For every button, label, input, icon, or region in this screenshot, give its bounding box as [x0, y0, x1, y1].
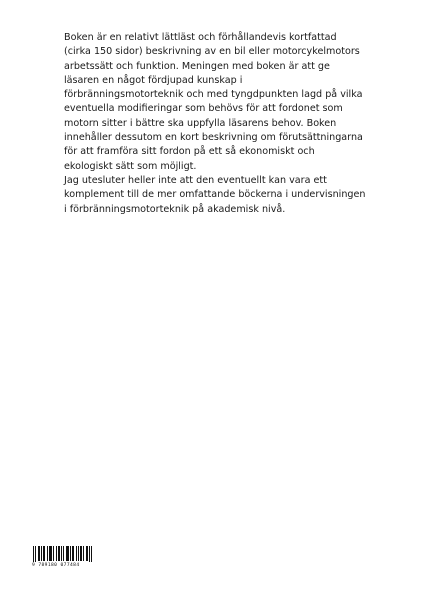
- blurb-line: komplement till de mer omfattande böckerna i undervisningen: [64, 189, 366, 201]
- blurb-line: för att framföra sitt fordon på ett så ekonomiskt och: [64, 146, 315, 158]
- blurb-line: i förbränningsmotorteknik på akademisk nivå.: [64, 203, 286, 215]
- blurb-line: arbetssätt och funktion. Meningen med boken är att ge: [64, 60, 330, 72]
- blurb-line: innehåller dessutom en kort beskrivning om förutsättningarna: [64, 132, 363, 144]
- blurb-line: eventuella modifieringar som behövs för att fordonet som: [64, 103, 343, 115]
- blurb-line: ekologiskt sätt som möjligt.: [64, 160, 197, 172]
- back-cover-blurb: [64, 31, 384, 217]
- blurb-line: motorn sitter i bättre ska uppfylla läsarens behov. Boken: [64, 117, 337, 129]
- blurb-line: Boken är en relativt lättläst och förhållandevis kortfattad: [64, 32, 337, 43]
- blurb-line: förbränningsmotorteknik och med tyngdpunkten lagd på vilka: [64, 89, 363, 101]
- isbn-barcode: [32, 546, 94, 570]
- blurb-line: (cirka 150 sidor) beskrivning av en bil eller motorcykelmotors: [64, 46, 360, 58]
- blurb-line: Jag utesluter heller inte att den eventuellt kan vara ett: [64, 174, 327, 186]
- blurb-line: läsaren en något fördjupad kunskap i: [64, 74, 243, 86]
- barcode-bars: [32, 546, 94, 563]
- barcode-digits: 9 789180 077484: [32, 562, 94, 570]
